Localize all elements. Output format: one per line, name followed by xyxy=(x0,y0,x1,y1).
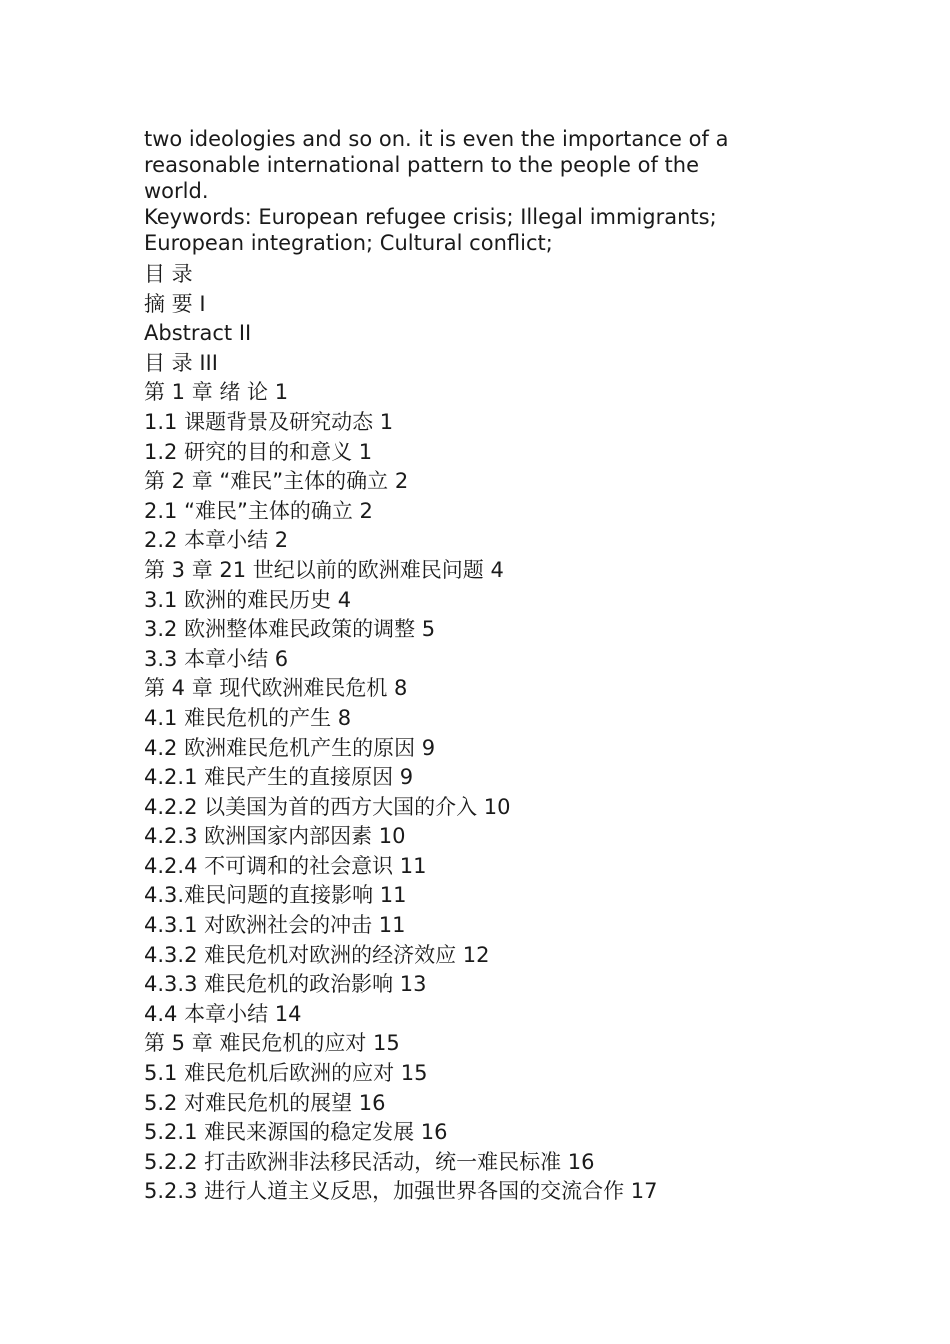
abstract-tail xyxy=(144,126,804,256)
toc-entry: 4.3.2 难民危机对欧洲的经济效应 12 xyxy=(144,942,490,967)
abstract-line: world. xyxy=(144,179,209,203)
toc-entry: 2.1 “难民”主体的确立 2 xyxy=(144,498,373,523)
toc-entry: 5.2 对难民危机的展望 16 xyxy=(144,1090,386,1115)
toc-title: 目 录 xyxy=(144,262,193,286)
toc-entry: 4.3.难民问题的直接影响 11 xyxy=(144,883,407,908)
toc-entry: 第 4 章 现代欧洲难民危机 8 xyxy=(144,676,408,701)
toc-entry: 目 录 III xyxy=(144,350,218,375)
toc-entry: 4.2.4 不可调和的社会意识 11 xyxy=(144,853,427,878)
toc-entry: 4.2.3 欧洲国家内部因素 10 xyxy=(144,824,406,849)
toc-entry: 3.1 欧洲的难民历史 4 xyxy=(144,587,352,612)
toc-entry: 5.2.3 进行人道主义反思，加强世界各国的交流合作 17 xyxy=(144,1179,658,1204)
toc-entry: 4.4 本章小结 14 xyxy=(144,1001,302,1026)
toc-entry: 第 2 章 “难民”主体的确立 2 xyxy=(144,469,409,494)
toc-entry: 3.2 欧洲整体难民政策的调整 5 xyxy=(144,617,436,642)
toc-entry: 4.2.1 难民产生的直接原因 9 xyxy=(144,765,414,790)
toc-entry: 第 3 章 21 世纪以前的欧洲难民问题 4 xyxy=(144,557,504,582)
toc-entry: 5.1 难民危机后欧洲的应对 15 xyxy=(144,1061,428,1086)
toc-entry: 5.2.1 难民来源国的稳定发展 16 xyxy=(144,1120,448,1145)
toc-entry: 2.2 本章小结 2 xyxy=(144,528,289,553)
keywords-line: Keywords: European refugee crisis; Illegal immigrants; xyxy=(144,205,717,229)
toc-entry: 第 5 章 难民危机的应对 15 xyxy=(144,1031,400,1056)
abstract-line: reasonable international pattern to the people of the xyxy=(144,153,700,177)
toc-entry: 第 1 章 绪 论 1 xyxy=(144,380,289,405)
toc-entry: 4.2.2 以美国为首的西方大国的介入 10 xyxy=(144,794,511,819)
toc-entry: 4.1 难民危机的产生 8 xyxy=(144,705,352,730)
document-page xyxy=(144,126,804,1207)
keywords-line: European integration; Cultural conflict; xyxy=(144,231,553,255)
abstract-line: two ideologies and so on. it is even the importance of a xyxy=(144,127,729,151)
toc-entry: 1.1 课题背景及研究动态 1 xyxy=(144,409,394,434)
toc-entry: 1.2 研究的目的和意义 1 xyxy=(144,439,373,464)
table-of-contents xyxy=(144,260,804,1207)
toc-entry: 5.2.2 打击欧洲非法移民活动，统一难民标准 16 xyxy=(144,1149,595,1174)
toc-entry: 4.2 欧洲难民危机产生的原因 9 xyxy=(144,735,436,760)
toc-entry: 4.3.3 难民危机的政治影响 13 xyxy=(144,972,427,997)
toc-entry: Abstract II xyxy=(144,321,252,346)
toc-entry: 3.3 本章小结 6 xyxy=(144,646,289,671)
toc-entry: 4.3.1 对欧洲社会的冲击 11 xyxy=(144,913,406,938)
toc-entry: 摘 要 I xyxy=(144,291,206,316)
